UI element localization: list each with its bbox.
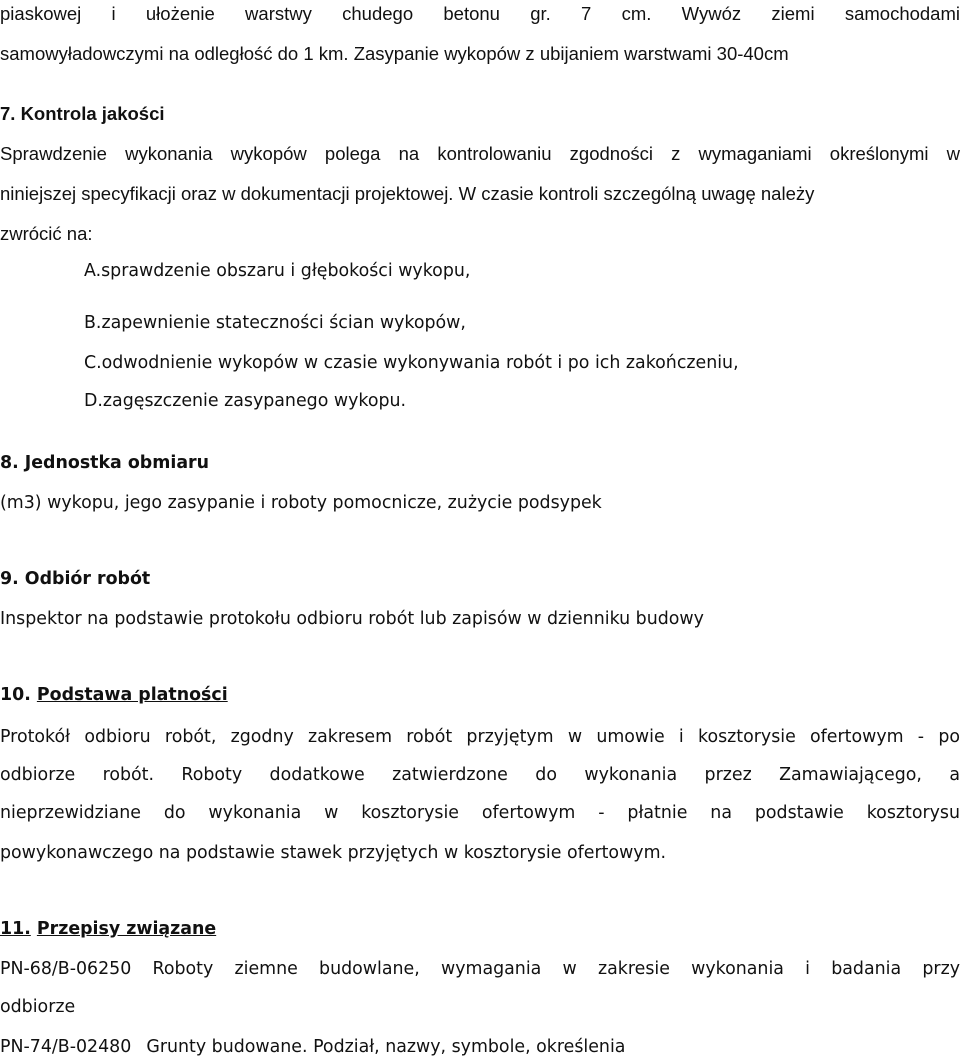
reference-2: [0, 1039, 625, 1056]
section-7-para-line-1: Sprawdzenie wykonania wykopów polega na kontrolowaniu zgodności z wymaganiami określonymi w: [0, 143, 960, 164]
check-item-d: D.zagęszczenie zasypanego wykopu.: [84, 391, 407, 411]
section-10-line-2: odbiorze robót. Roboty dodatkowe zatwierdzone do wykonania przez Zamawiającego, a: [0, 765, 960, 785]
section-7-para-line-2: niniejszej specyfikacji oraz w dokumentacji projektowej. W czasie kontroli szczególną uwagę należy: [0, 183, 815, 204]
section-10-line-1: Protokół odbioru robót, zgodny zakresem robót przyjętym w umowie i kosztorysie ofertowym - po: [0, 727, 960, 747]
section-10-line-3: nieprzewidziane do wykonania w kosztorysie ofertowym - płatnie na podstawie kosztorysu: [0, 803, 960, 823]
reference-1-line-1: [0, 961, 960, 978]
check-item-a: A.sprawdzenie obszaru i głębokości wykopu,: [84, 261, 471, 281]
section-8-text: (m3) wykopu, jego zasypanie i roboty pomocnicze, zużycie podsypek: [0, 493, 602, 513]
section-11-number: 11.: [0, 919, 31, 939]
section-9-heading: [0, 571, 150, 588]
intro-line-1: piaskowej i ułożenie warstwy chudego betonu gr. 7 cm. Wywóz ziemi samochodami: [0, 3, 960, 24]
section-10-line-4: powykonawczego na podstawie stawek przyjętych w kosztorysie ofertowym.: [0, 843, 667, 863]
section-10-number: 10.: [0, 685, 31, 705]
section-8-number: 8.: [0, 453, 19, 473]
section-9-title: Odbiór robót: [24, 569, 151, 589]
section-9-number: 9.: [0, 569, 19, 589]
section-8-heading: [0, 455, 209, 472]
reference-1-desc: Roboty ziemne budowlane, wymagania w zakresie wykonania i badania przy: [152, 959, 960, 979]
section-8-title: Jednostka obmiaru: [24, 453, 210, 473]
intro-line-2: samowyładowczymi na odległość do 1 km. Zasypanie wykopów z ubijaniem warstwami 30-40cm: [0, 43, 789, 64]
reference-1-line-2: odbiorze: [0, 997, 76, 1017]
section-9-text: Inspektor na podstawie protokołu odbioru robót lub zapisów w dzienniku budowy: [0, 609, 704, 629]
reference-2-code: PN-74/B-02480: [0, 1037, 132, 1057]
section-11-title: Przepisy związane: [36, 919, 217, 939]
section-7-heading: 7. Kontrola jakości: [0, 103, 165, 124]
section-7-para-line-3: zwrócić na:: [0, 223, 93, 244]
reference-2-desc: Grunty budowane. Podział, nazwy, symbole, określenia: [146, 1037, 626, 1057]
section-10-title: Podstawa platności: [36, 685, 228, 705]
section-10-heading: [0, 687, 228, 704]
check-item-c: C.odwodnienie wykopów w czasie wykonywania robót i po ich zakończeniu,: [84, 353, 739, 373]
check-item-b: B.zapewnienie stateczności ścian wykopów,: [84, 313, 466, 333]
reference-1-code: PN-68/B-06250: [0, 959, 132, 979]
section-11-heading: [0, 921, 216, 938]
